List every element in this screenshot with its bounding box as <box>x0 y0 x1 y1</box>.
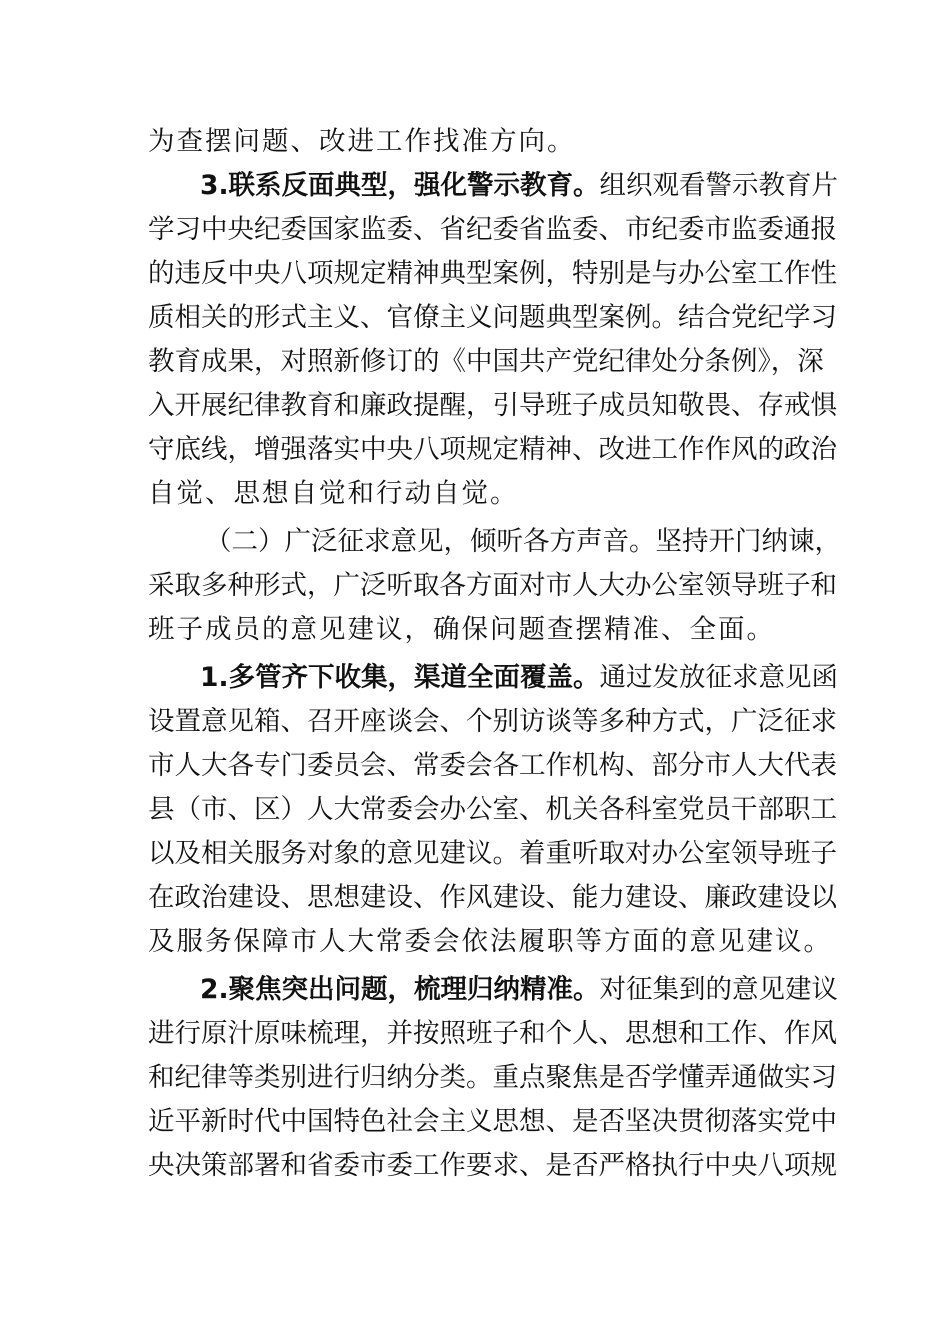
text-line: 的违反中央八项规定精神典型案例，特别是与办公室工作性 <box>148 258 837 289</box>
text-line: 教育成果，对照新修订的《中国共产党纪律处分条例》，深 <box>148 346 824 377</box>
section-heading: 2.聚焦突出问题，梳理归纳精准。 <box>200 974 600 1005</box>
section-heading: 3.联系反面典型，强化警示教育。 <box>200 170 600 201</box>
text-line: 入开展纪律教育和廉政提醒，引导班子成员知敬畏、存戒惧 <box>148 390 837 421</box>
text-run: 通过发放征求意见函 <box>599 662 839 693</box>
text-line: 为查摆问题、改进工作找准方向。 <box>148 126 576 157</box>
text-line: 在政治建设、思想建设、作风建设、能力建设、廉政建设以 <box>148 882 837 913</box>
text-line: 县（市、区）人大常委会办公室、机关各科室党员干部职工 <box>148 794 837 825</box>
text-line: 自觉、思想自觉和行动自觉。 <box>148 478 519 509</box>
text-line: 市人大各专门委员会、常委会各工作机构、部分市人大代表 <box>148 750 837 781</box>
text-line: 质相关的形式主义、官僚主义问题典型案例。结合党纪学习 <box>148 302 837 333</box>
text-line: 及服务保障市人大常委会依法履职等方面的意见建议。 <box>148 926 832 957</box>
text-line: 央决策部署和省委市委工作要求、是否严格执行中央八项规 <box>148 1150 837 1181</box>
text-run: 对征集到的意见建议 <box>599 974 839 1005</box>
text-line: 守底线，增强落实中央八项规定精神、改进工作作风的政治 <box>148 434 837 465</box>
text-line: （二）广泛征求意见，倾听各方声音。坚持开门纳谏， <box>205 526 841 557</box>
text-line: 和纪律等类别进行归纳分类。重点聚焦是否学懂弄通做实习 <box>148 1062 837 1093</box>
text-line: 设置意见箱、召开座谈会、个别访谈等多种方式，广泛征求 <box>148 706 837 737</box>
text-line <box>200 968 839 1012</box>
text-line: 学习中央纪委国家监委、省纪委省监委、市纪委市监委通报 <box>148 214 837 245</box>
text-line <box>200 656 839 700</box>
text-line: 采取多种形式，广泛听取各方面对市人大办公室领导班子和 <box>148 570 837 601</box>
text-line: 以及相关服务对象的意见建议。着重听取对办公室领导班子 <box>148 838 837 869</box>
text-line: 班子成员的意见建议，确保问题查摆精准、全面。 <box>148 614 775 645</box>
text-line: 近平新时代中国特色社会主义思想、是否坚决贯彻落实党中 <box>148 1106 837 1137</box>
text-line <box>200 164 839 208</box>
text-run: 组织观看警示教育片 <box>599 170 839 201</box>
section-heading: 1.多管齐下收集，渠道全面覆盖。 <box>200 662 600 693</box>
text-line: 进行原汁原味梳理，并按照班子和个人、思想和工作、作风 <box>148 1018 837 1049</box>
